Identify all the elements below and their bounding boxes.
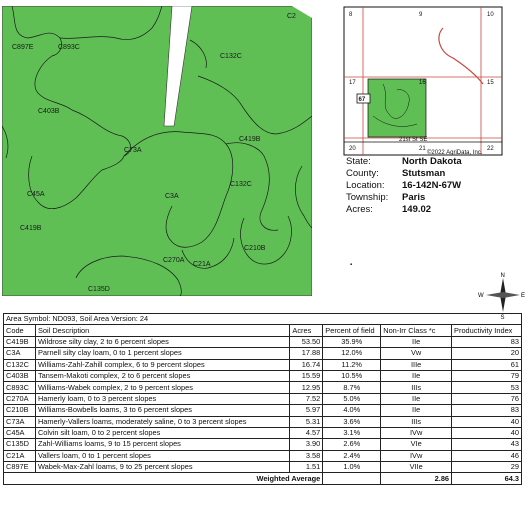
info-value: 16-142N-67W [402, 180, 462, 191]
soil-unit-label: C893C [58, 44, 80, 51]
table-cell: IIe [381, 370, 452, 381]
table-cell: 3.6% [323, 416, 381, 427]
table-row [4, 462, 522, 473]
table-cell: 76 [452, 393, 522, 404]
table-cell: 1.0% [323, 462, 381, 473]
soil-unit-label: C3A [165, 193, 179, 200]
soil-unit-label: C135D [88, 286, 110, 293]
table-row [4, 370, 522, 381]
table-cell: 43 [452, 439, 522, 450]
info-value: North Dakota [402, 156, 462, 167]
table-cell: 5.0% [323, 393, 381, 404]
info-key: Township: [346, 192, 389, 203]
soil-unit-label: C21A [193, 261, 211, 268]
table-cell: 2.6% [323, 439, 381, 450]
table-cell: 20 [452, 348, 522, 359]
table-cell: Wabek-Max-Zahl loams, 9 to 25 percent slopes [35, 462, 289, 473]
table-cell: Parnell silty clay loam, 0 to 1 percent slopes [35, 348, 289, 359]
table-cell: 8.7% [323, 382, 381, 393]
table-cell: Zahl-Williams loams, 9 to 15 percent slopes [35, 439, 289, 450]
table-row [4, 336, 522, 347]
column-header: Percent of field [323, 325, 381, 336]
soil-unit-label: C419B [239, 136, 261, 143]
section-label: 22 [487, 146, 494, 152]
table-cell: 3.58 [290, 450, 323, 461]
table-row [4, 427, 522, 438]
table-cell: IIe [381, 405, 452, 416]
table-cell: C270A [4, 393, 36, 404]
soil-table [3, 313, 522, 485]
table-cell: 61 [452, 359, 522, 370]
soil-map-field [2, 6, 312, 296]
table-cell: 17.88 [290, 348, 323, 359]
compass-w: W [478, 293, 484, 299]
soil-unit-label: C73A [124, 147, 142, 154]
table-row [4, 359, 522, 370]
table-caption-row [4, 314, 522, 325]
table-header-row [4, 325, 522, 336]
highway-shield-label: 67 [358, 97, 366, 103]
table-cell: Tansem-Makoti complex, 2 to 6 percent slopes [35, 370, 289, 381]
table-cell: IIIs [381, 416, 452, 427]
table-cell: 12.0% [323, 348, 381, 359]
soil-unit-label: C132C [220, 53, 242, 60]
table-cell: C210B [4, 405, 36, 416]
table-cell: 5.31 [290, 416, 323, 427]
table-cell: IIe [381, 336, 452, 347]
column-header: Productivity Index [452, 325, 522, 336]
table-cell: Williams-Bowbells loams, 3 to 6 percent slopes [35, 405, 289, 416]
table-cell: Hamerly-Vallers loams, moderately saline, 0 to 3 percent slopes [35, 416, 289, 427]
field-parcel [368, 79, 426, 137]
compass-needle [486, 292, 520, 298]
table-total-row [4, 473, 522, 484]
info-value: Stutsman [402, 168, 446, 179]
soil-unit-label: C2 [287, 13, 296, 20]
table-row [4, 416, 522, 427]
table-cell: 35.9% [323, 336, 381, 347]
table-cell: C132C [4, 359, 36, 370]
info-row [346, 204, 462, 216]
table-cell: 4.0% [323, 405, 381, 416]
table-cell: 15.59 [290, 370, 323, 381]
info-key: State: [346, 156, 371, 167]
table-cell: 83 [452, 336, 522, 347]
table-cell: 83 [452, 405, 522, 416]
table-cell: 16.74 [290, 359, 323, 370]
info-key: Acres: [346, 204, 373, 215]
total-label: Weighted Average [4, 473, 323, 484]
table-cell: Wildrose silty clay, 2 to 6 percent slopes [35, 336, 289, 347]
table-cell: C135D [4, 439, 36, 450]
road-label: 21st St SE [399, 137, 428, 143]
table-cell: Williams-Zahl-Zahill complex, 6 to 9 percent slopes [35, 359, 289, 370]
column-header: Acres [290, 325, 323, 336]
total-class: 2.86 [381, 473, 452, 484]
table-cell: 40 [452, 416, 522, 427]
section-label: 15 [487, 80, 494, 86]
table-cell: 11.2% [323, 359, 381, 370]
soil-unit-label: C419B [20, 225, 42, 232]
table-cell: Hamerly loam, 0 to 3 percent slopes [35, 393, 289, 404]
section-label: 10 [487, 12, 494, 18]
info-key: County: [346, 168, 379, 179]
table-cell: 46 [452, 450, 522, 461]
soil-unit-label: C270A [163, 257, 185, 264]
table-cell: 1.51 [290, 462, 323, 473]
table-cell: C45A [4, 427, 36, 438]
location-map [343, 6, 503, 156]
total-empty [323, 473, 381, 484]
scan-speck: ▪ [350, 262, 353, 268]
table-row [4, 405, 522, 416]
compass-n: N [500, 273, 505, 279]
table-cell: C897E [4, 462, 36, 473]
table-row [4, 439, 522, 450]
info-key: Location: [346, 180, 385, 191]
table-cell: 29 [452, 462, 522, 473]
soil-unit-label: C210B [244, 245, 266, 252]
table-cell: C403B [4, 370, 36, 381]
soil-unit-label: C132C [230, 181, 252, 188]
table-cell: Vallers loam, 0 to 1 percent slopes [35, 450, 289, 461]
column-header: Code [4, 325, 36, 336]
compass-e: E [521, 293, 526, 299]
soil-unit-label: C45A [27, 191, 45, 198]
total-index: 64.3 [452, 473, 522, 484]
section-label: 20 [349, 146, 356, 152]
table-cell: 53 [452, 382, 522, 393]
info-row [346, 192, 462, 204]
table-cell: 5.97 [290, 405, 323, 416]
soil-map [2, 6, 312, 296]
info-row [346, 156, 462, 168]
table-cell: VIe [381, 439, 452, 450]
info-row [346, 180, 462, 192]
table-cell: Williams-Wabek complex, 2 to 9 percent slopes [35, 382, 289, 393]
table-cell: 40 [452, 427, 522, 438]
info-value: Paris [402, 192, 426, 203]
table-cell: IIe [381, 393, 452, 404]
table-cell: C73A [4, 416, 36, 427]
table-cell: IVw [381, 427, 452, 438]
table-cell: IVw [381, 450, 452, 461]
section-label: 16 [419, 80, 426, 86]
table-cell: C21A [4, 450, 36, 461]
table-cell: Vw [381, 348, 452, 359]
table-caption: Area Symbol: ND093, Soil Area Version: 24 [4, 314, 522, 325]
table-cell: IIIs [381, 382, 452, 393]
table-row [4, 348, 522, 359]
table-cell: C419B [4, 336, 36, 347]
field-info [346, 156, 462, 216]
table-cell: VIIe [381, 462, 452, 473]
copyright-text: ©2022 AgriData, Inc. [427, 150, 483, 156]
table-cell: 12.95 [290, 382, 323, 393]
table-cell: 79 [452, 370, 522, 381]
compass-s: S [500, 315, 505, 320]
table-cell: 3.1% [323, 427, 381, 438]
table-row [4, 382, 522, 393]
table-cell: 3.90 [290, 439, 323, 450]
info-value: 149.02 [402, 204, 432, 215]
column-header: Non-Irr Class *c [381, 325, 452, 336]
table-row [4, 450, 522, 461]
table-row [4, 393, 522, 404]
table-cell: Colvin silt loam, 0 to 2 percent slopes [35, 427, 289, 438]
info-row [346, 168, 462, 180]
soil-unit-label: C403B [38, 108, 60, 115]
soil-unit-label: C897E [12, 44, 34, 51]
table-cell: 7.52 [290, 393, 323, 404]
column-header: Soil Description [35, 325, 289, 336]
table-cell: 10.5% [323, 370, 381, 381]
table-cell: C893C [4, 382, 36, 393]
section-label: 17 [349, 80, 356, 86]
section-label: 9 [419, 12, 423, 18]
table-cell: 53.50 [290, 336, 323, 347]
table-cell: C3A [4, 348, 36, 359]
table-cell: IIIe [381, 359, 452, 370]
table-cell: 4.57 [290, 427, 323, 438]
section-label: 21 [419, 146, 426, 152]
table-cell: 2.4% [323, 450, 381, 461]
section-label: 8 [349, 12, 353, 18]
